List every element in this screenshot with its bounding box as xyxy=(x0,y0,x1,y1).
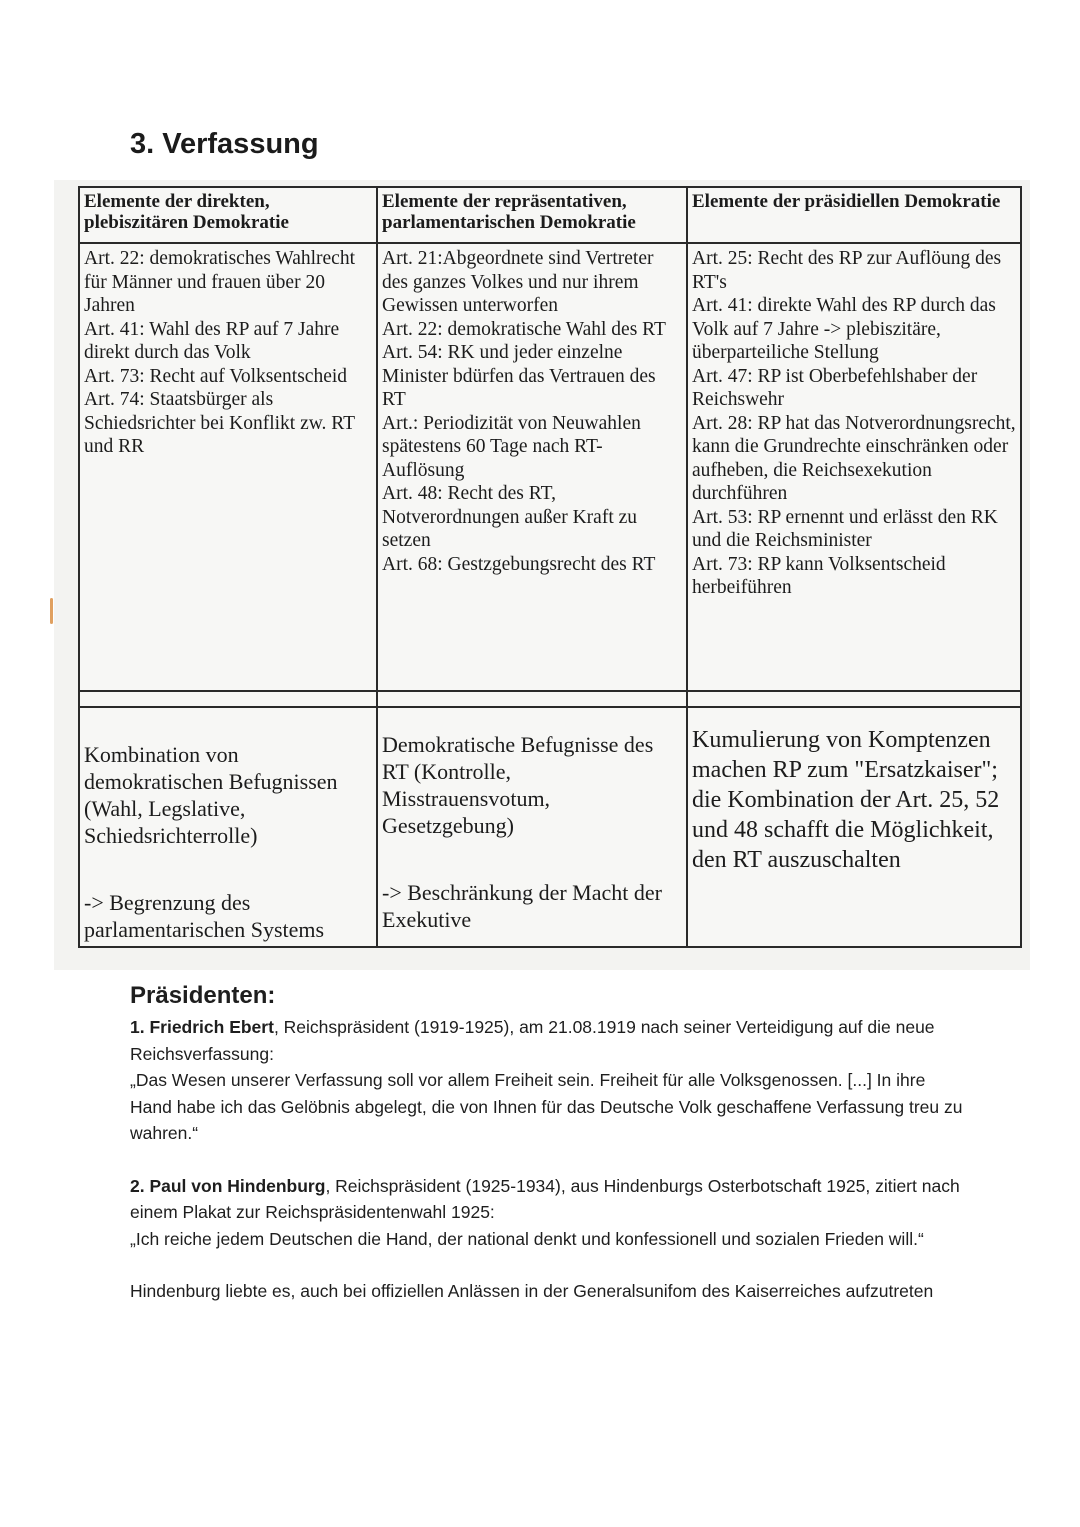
table-summary-row xyxy=(79,707,1021,947)
article-line: Art. 47: RP ist Oberbefehlshaber der Reichswehr xyxy=(692,365,978,410)
spacer-cell xyxy=(377,691,687,707)
article-line: Art. 48: Recht des RT, Notverordnungen außer Kraft zu setzen xyxy=(382,483,638,551)
article-line: Art. 74: Staatsbürger als Schiedsrichter bei Konflikt zw. RT und RR xyxy=(84,389,355,457)
hindenburg-note: Hindenburg liebte es, auch bei offiziellen Anlässen in der Generalsunifom des Kaiserreiches aufzutreten xyxy=(130,1281,934,1301)
article-line: Art. 68: Gestzgebungsrecht des RT xyxy=(382,553,656,575)
article-line: Art. 28: RP hat das Notverordnungsrecht, kann die Grundrechte einschränken oder aufheben, die Reichsexekution durchführen xyxy=(692,412,1016,504)
presidents-title: Präsidenten: xyxy=(130,982,276,1009)
table-articles-row xyxy=(79,243,1021,691)
ebert-intro xyxy=(130,1014,970,1067)
header-representative-democracy: Elemente der repräsentativen, parlamentarischen Demokratie xyxy=(377,187,687,243)
hindenburg-quote: „Ich reiche jedem Deutschen die Hand, der national denkt und konfessionell und sozialen Frieden will.“ xyxy=(130,1228,924,1249)
scan-edge-mark xyxy=(50,598,53,624)
article-line: Art. 22: demokratisches Wahlrecht für Männer und frauen über 20 Jahren xyxy=(84,248,355,316)
article-line: Art. 41: direkte Wahl des RP durch das Volk auf 7 Jahre -> plebiszitäre, überparteiliche Stellung xyxy=(692,295,996,363)
articles-representative xyxy=(377,243,687,691)
article-line: Art. 73: Recht auf Volksentscheid xyxy=(84,365,348,387)
summary-conclusion: -> Beschränkung der Macht der Exekutive xyxy=(382,880,662,932)
ebert-quote: „Das Wesen unserer Verfassung soll vor allem Freiheit sein. Freiheit für alle Volksgenossen. [...] In ihre Hand habe ich das Gelöbnis abgelegt, die von Ihnen für das Deutsche Volk geschaffene Verfassung treu zu wahren.“ xyxy=(130,1070,963,1143)
header-direct-democracy: Elemente der direkten, plebiszitären Demokratie xyxy=(79,187,377,243)
paragraph-gap xyxy=(130,1147,970,1173)
articles-presidential xyxy=(687,243,1021,691)
spacer-cell xyxy=(79,691,377,707)
summary-text: Demokratische Befugnisse des RT (Kontrolle, Misstrauensvotum, Gesetzgebung) xyxy=(382,732,654,838)
header-presidential-democracy: Elemente der präsidiellen Demokratie xyxy=(687,187,1021,243)
constitution-table xyxy=(78,186,1022,948)
summary-direct xyxy=(79,707,377,947)
article-line: Art. 41: Wahl des RP auf 7 Jahre direkt durch das Volk xyxy=(84,318,340,363)
summary-representative xyxy=(377,707,687,947)
presidents-section xyxy=(130,982,970,1305)
article-line: Art. 21:Abgeordnete sind Vertreter des ganzes Volkes und nur ihrem Gewissen unterworfen xyxy=(382,248,654,316)
article-line: Art.: Periodizität von Neuwahlen spätestens 60 Tage nach RT-Auflösung xyxy=(382,412,641,481)
article-line: Art. 22: demokratische Wahl des RT xyxy=(382,318,666,340)
article-line: Art. 25: Recht des RP zur Auflöung des RT's xyxy=(692,248,1002,293)
article-line: Art. 73: RP kann Volksentscheid herbeiführen xyxy=(692,553,946,598)
article-line: Art. 53: RP ernennt und erlässt den RK und die Reichsminister xyxy=(692,506,998,551)
summary-conclusion: -> Begrenzung des parlamentarischen Systems xyxy=(84,890,325,942)
paragraph-gap xyxy=(130,1252,970,1278)
summary-text: Kumulierung von Komptenzen machen RP zum "Ersatzkaiser"; die Kombination der Art. 25, 52 und 48 schafft die Möglichkeit, den RT auszuschalten xyxy=(692,727,1000,873)
ebert-name: 1. Friedrich Ebert xyxy=(130,1017,274,1037)
summary-text: Kombination von demokratischen Befugnissen (Wahl, Legslative, Schiedsrichterrolle) xyxy=(84,742,338,848)
summary-presidential xyxy=(687,707,1021,947)
hindenburg-name: 2. Paul von Hindenburg xyxy=(130,1175,326,1196)
article-line: Art. 54: RK und jeder einzelne Minister bdürfen das Vertrauen des RT xyxy=(382,342,656,410)
articles-direct xyxy=(79,243,377,691)
table-header-row xyxy=(79,187,1021,243)
ebert-intro-text: , Reichspräsident (1919-1925), am 21.08.1919 nach seiner Verteidigung auf die neue Reichsverfassung: xyxy=(130,1017,935,1064)
hindenburg-intro xyxy=(130,1173,970,1226)
table-spacer-row xyxy=(79,691,1021,707)
hindenburg-intro-text: , Reichspräsident (1925-1934), aus Hindenburgs Osterbotschaft 1925, zitiert nach einem Plakat zur Reichspräsidentenwahl 1925: xyxy=(130,1175,960,1222)
spacer-cell xyxy=(687,691,1021,707)
section-heading: 3. Verfassung xyxy=(130,128,319,160)
